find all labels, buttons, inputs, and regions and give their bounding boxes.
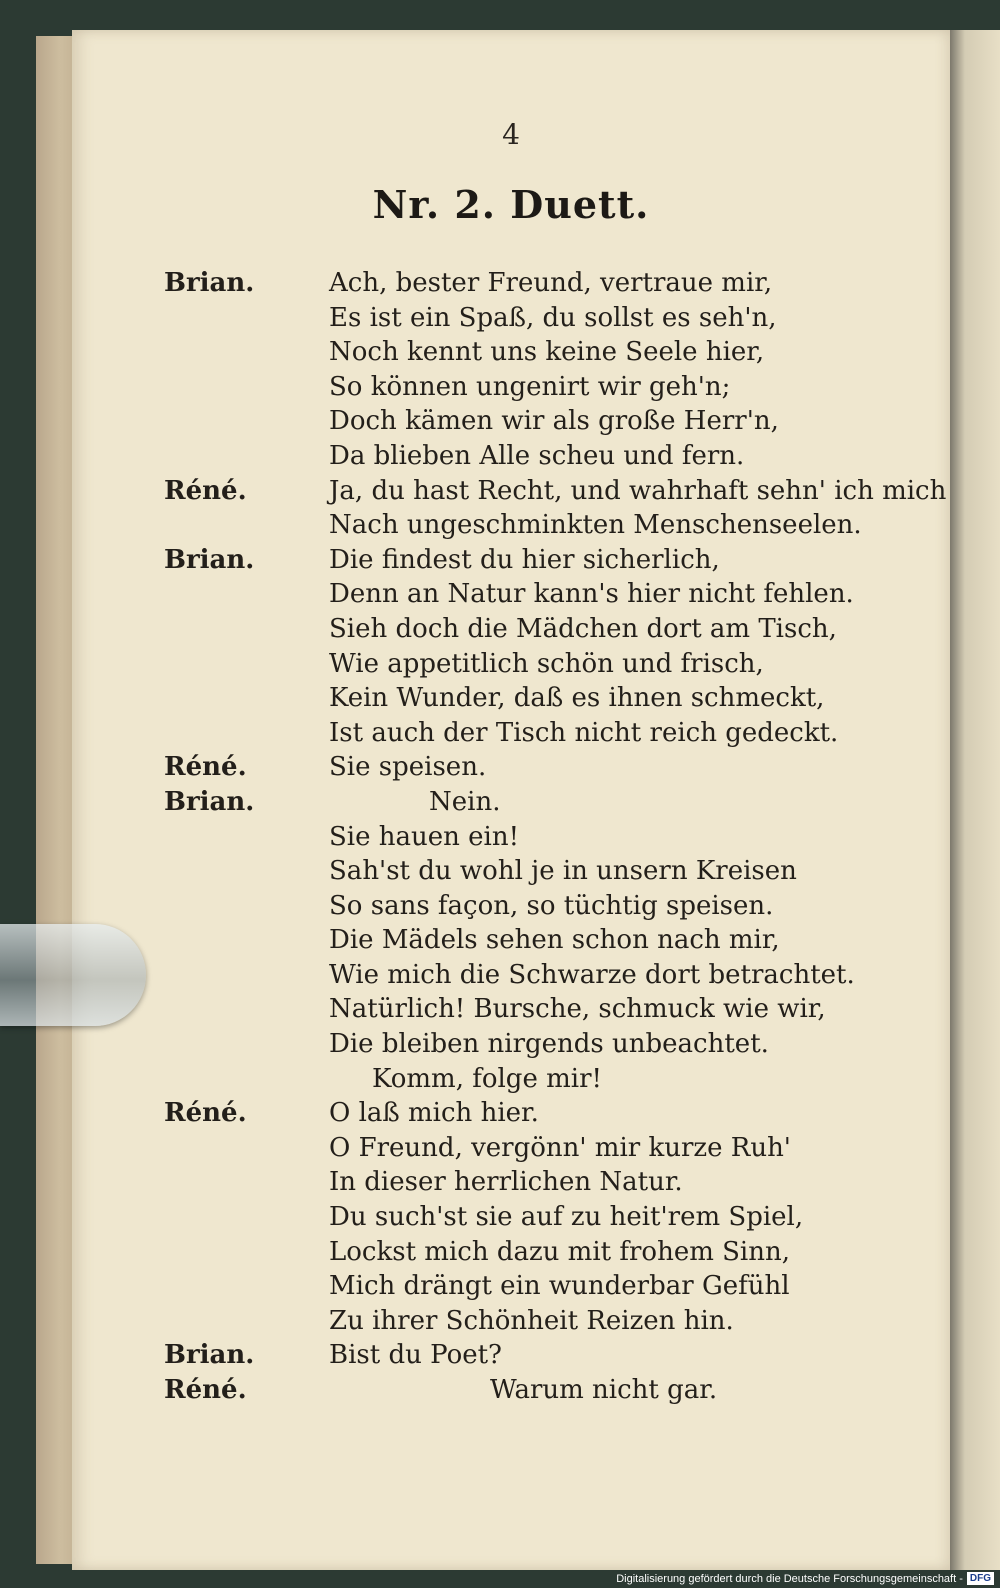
verse-text: Die bleiben nirgends unbeachtet. bbox=[329, 1029, 769, 1060]
verse-text: So sans façon, so tüchtig speisen. bbox=[329, 890, 774, 921]
dialogue-line bbox=[72, 716, 950, 751]
verse-text: Komm, folge mir! bbox=[372, 1063, 602, 1094]
verse-text: Warum nicht gar. bbox=[490, 1375, 718, 1405]
speaker-name: Réné. bbox=[164, 475, 247, 506]
dialogue-line bbox=[72, 301, 950, 336]
verse-text: Nach ungeschminkten Menschenseelen. bbox=[329, 510, 862, 541]
speaker-name: Brian. bbox=[164, 1340, 255, 1371]
verse-text: Da blieben Alle scheu und fern. bbox=[329, 440, 745, 471]
dialogue-line bbox=[72, 335, 950, 370]
dialogue-line bbox=[72, 1062, 950, 1097]
verse-text: Kein Wunder, daß es ihnen schmeckt, bbox=[329, 683, 825, 714]
dialogue-line bbox=[72, 370, 950, 405]
dialogue-line bbox=[72, 1165, 950, 1200]
dialogue-line bbox=[72, 612, 950, 647]
dialogue-line bbox=[72, 1338, 950, 1373]
speaker-name: Réné. bbox=[164, 752, 247, 783]
verse-text: Doch kämen wir als große Herr'n, bbox=[329, 406, 779, 437]
verse-text: In dieser herrlichen Natur. bbox=[329, 1167, 683, 1198]
verse-text: Nein. bbox=[429, 786, 501, 817]
dialogue-line bbox=[72, 404, 950, 439]
verse-text: Wie appetitlich schön und frisch, bbox=[329, 648, 764, 679]
dialogue-line bbox=[72, 992, 950, 1027]
speaker-name: Brian. bbox=[164, 268, 255, 298]
dialogue-line bbox=[72, 1235, 950, 1270]
speaker-name: Brian. bbox=[164, 544, 255, 575]
dialogue-line bbox=[72, 266, 950, 301]
dialogue-line bbox=[72, 1200, 950, 1235]
dialogue-line bbox=[72, 1304, 950, 1339]
speaker-name: Brian. bbox=[164, 786, 255, 817]
footer-credit: Digitalisierung gefördert durch die Deutsche Forschungsgemeinschaft - bbox=[616, 1572, 963, 1585]
verse-text: So können ungenirt wir geh'n; bbox=[329, 371, 731, 402]
dialogue-line bbox=[72, 854, 950, 889]
dialogue-line bbox=[72, 1373, 950, 1408]
speaker-name: Réné. bbox=[164, 1375, 247, 1405]
page-number: 4 bbox=[502, 118, 520, 151]
dialogue-line bbox=[72, 750, 950, 785]
verse-text: Du such'st sie auf zu heit'rem Spiel, bbox=[329, 1202, 804, 1233]
dialogue-line bbox=[72, 577, 950, 612]
dialogue-line bbox=[72, 923, 950, 958]
dialogue-line bbox=[72, 1096, 950, 1131]
dialogue-line bbox=[72, 889, 950, 924]
verse-text: Sieh doch die Mädchen dort am Tisch, bbox=[329, 613, 837, 644]
verse-text: Ist auch der Tisch nicht reich gedeckt. bbox=[329, 717, 839, 748]
speaker-name: Réné. bbox=[164, 1098, 247, 1129]
verse-text: Lockst mich dazu mit frohem Sinn, bbox=[329, 1236, 791, 1267]
verse-text: Wie mich die Schwarze dort betrachtet. bbox=[329, 959, 855, 990]
dfg-logo-icon: DFG bbox=[967, 1572, 994, 1585]
verse-text: Bist du Poet? bbox=[329, 1340, 502, 1371]
dialogue-line bbox=[72, 1131, 950, 1166]
dialogue-line bbox=[72, 681, 950, 716]
verse-text: Die Mädels sehen schon nach mir, bbox=[329, 925, 780, 956]
verse-text: Ach, bester Freund, vertraue mir, bbox=[329, 268, 773, 298]
verse-text: Sah'st du wohl je in unsern Kreisen bbox=[329, 856, 797, 887]
section-heading: Nr. 2. Duett. bbox=[372, 182, 650, 227]
verse-text: Es ist ein Spaß, du sollst es seh'n, bbox=[329, 302, 777, 333]
dialogue-line bbox=[72, 1027, 950, 1062]
dialogue-line bbox=[72, 439, 950, 474]
verse-text: Sie speisen. bbox=[329, 752, 487, 783]
verse-text: Mich drängt ein wunderbar Gefühl bbox=[329, 1271, 790, 1302]
dialogue-text bbox=[72, 266, 950, 1408]
book-spine bbox=[36, 36, 76, 1564]
digitization-footer bbox=[616, 1572, 994, 1585]
verse-text: Natürlich! Bursche, schmuck wie wir, bbox=[329, 994, 826, 1025]
dialogue-line bbox=[72, 647, 950, 682]
dialogue-line bbox=[72, 1269, 950, 1304]
verse-text: O Freund, vergönn' mir kurze Ruh' bbox=[329, 1132, 791, 1163]
dialogue-line bbox=[72, 820, 950, 855]
verse-text: Denn an Natur kann's hier nicht fehlen. bbox=[329, 579, 854, 610]
verse-text: Sie hauen ein! bbox=[329, 821, 520, 852]
verse-text: Noch kennt uns keine Seele hier, bbox=[329, 337, 765, 368]
dialogue-line bbox=[72, 543, 950, 578]
dialogue-line bbox=[72, 508, 950, 543]
dialogue-line bbox=[72, 785, 950, 820]
bookmark-clip bbox=[0, 924, 146, 1026]
dialogue-line bbox=[72, 958, 950, 993]
next-page-edge bbox=[950, 30, 1000, 1570]
verse-text: Zu ihrer Schönheit Reizen hin. bbox=[329, 1305, 734, 1336]
verse-text: Ja, du hast Recht, und wahrhaft sehn' ich mich bbox=[329, 475, 947, 506]
verse-text: O laß mich hier. bbox=[329, 1098, 539, 1129]
verse-text: Die findest du hier sicherlich, bbox=[329, 544, 720, 575]
book-page bbox=[72, 30, 950, 1570]
dialogue-line bbox=[72, 474, 950, 509]
